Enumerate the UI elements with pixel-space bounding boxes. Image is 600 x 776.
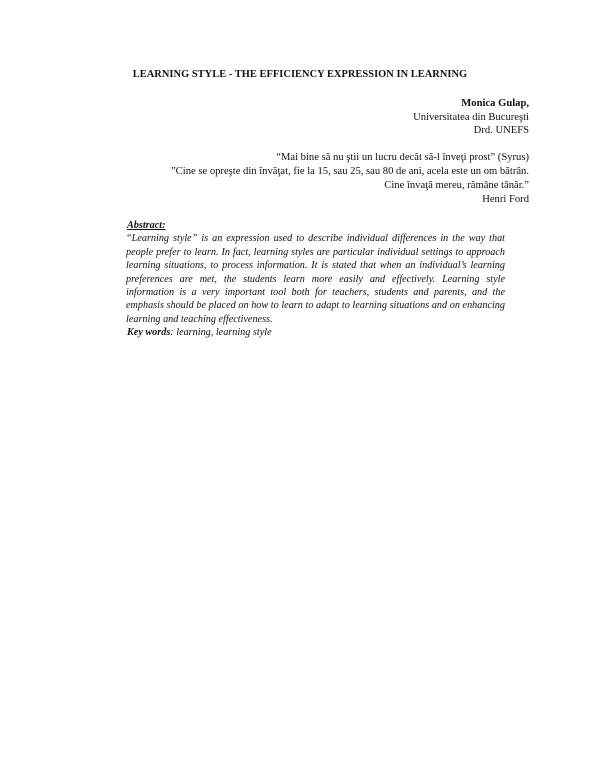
epigraph-block: [171, 151, 529, 207]
keywords-label: Key words: [127, 327, 171, 339]
abstract-heading: Abstract:: [127, 220, 166, 231]
epigraph-line: ”Cine se opreşte din învăţat, fie la 15, sau 25, sau 80 de ani, acela este un om bătrân.: [170, 166, 529, 177]
keywords-line: [127, 326, 505, 339]
author-block: [413, 97, 529, 138]
epigraph-attribution: Henri Ford: [482, 194, 529, 205]
abstract-section: [127, 219, 505, 340]
epigraph-line: “Mai bine să nu ştii un lucru decât să-l înveţi prost” (Syrus): [276, 152, 529, 163]
keywords-value: : learning, learning style: [170, 327, 272, 339]
author-name: Monica Gulap,: [461, 98, 529, 109]
paper-title: LEARNING STYLE - THE EFFICIENCY EXPRESSION IN LEARNING: [132, 69, 468, 80]
author-position: Drd. UNEFS: [473, 125, 529, 137]
abstract-text: “Learning style” is an expression used to describe individual differences in the way that people prefer to learn. In fact, learning styles are particular individual settings to approach learning situations, to process information. It is stated that when an individual’s learning preferences are met, the students learn more easily and effectively. Learning style information is a very important tool both for teachers, students and parents, and the emphasis should be placed on how to learn to adapt to learning situations and on enhancing learning and teaching effectiveness.: [126, 233, 505, 325]
epigraph-line: Cine învaţă mereu, rămâne tânăr.”: [384, 180, 529, 191]
author-affiliation: Universitatea din Bucureşti: [413, 111, 529, 123]
